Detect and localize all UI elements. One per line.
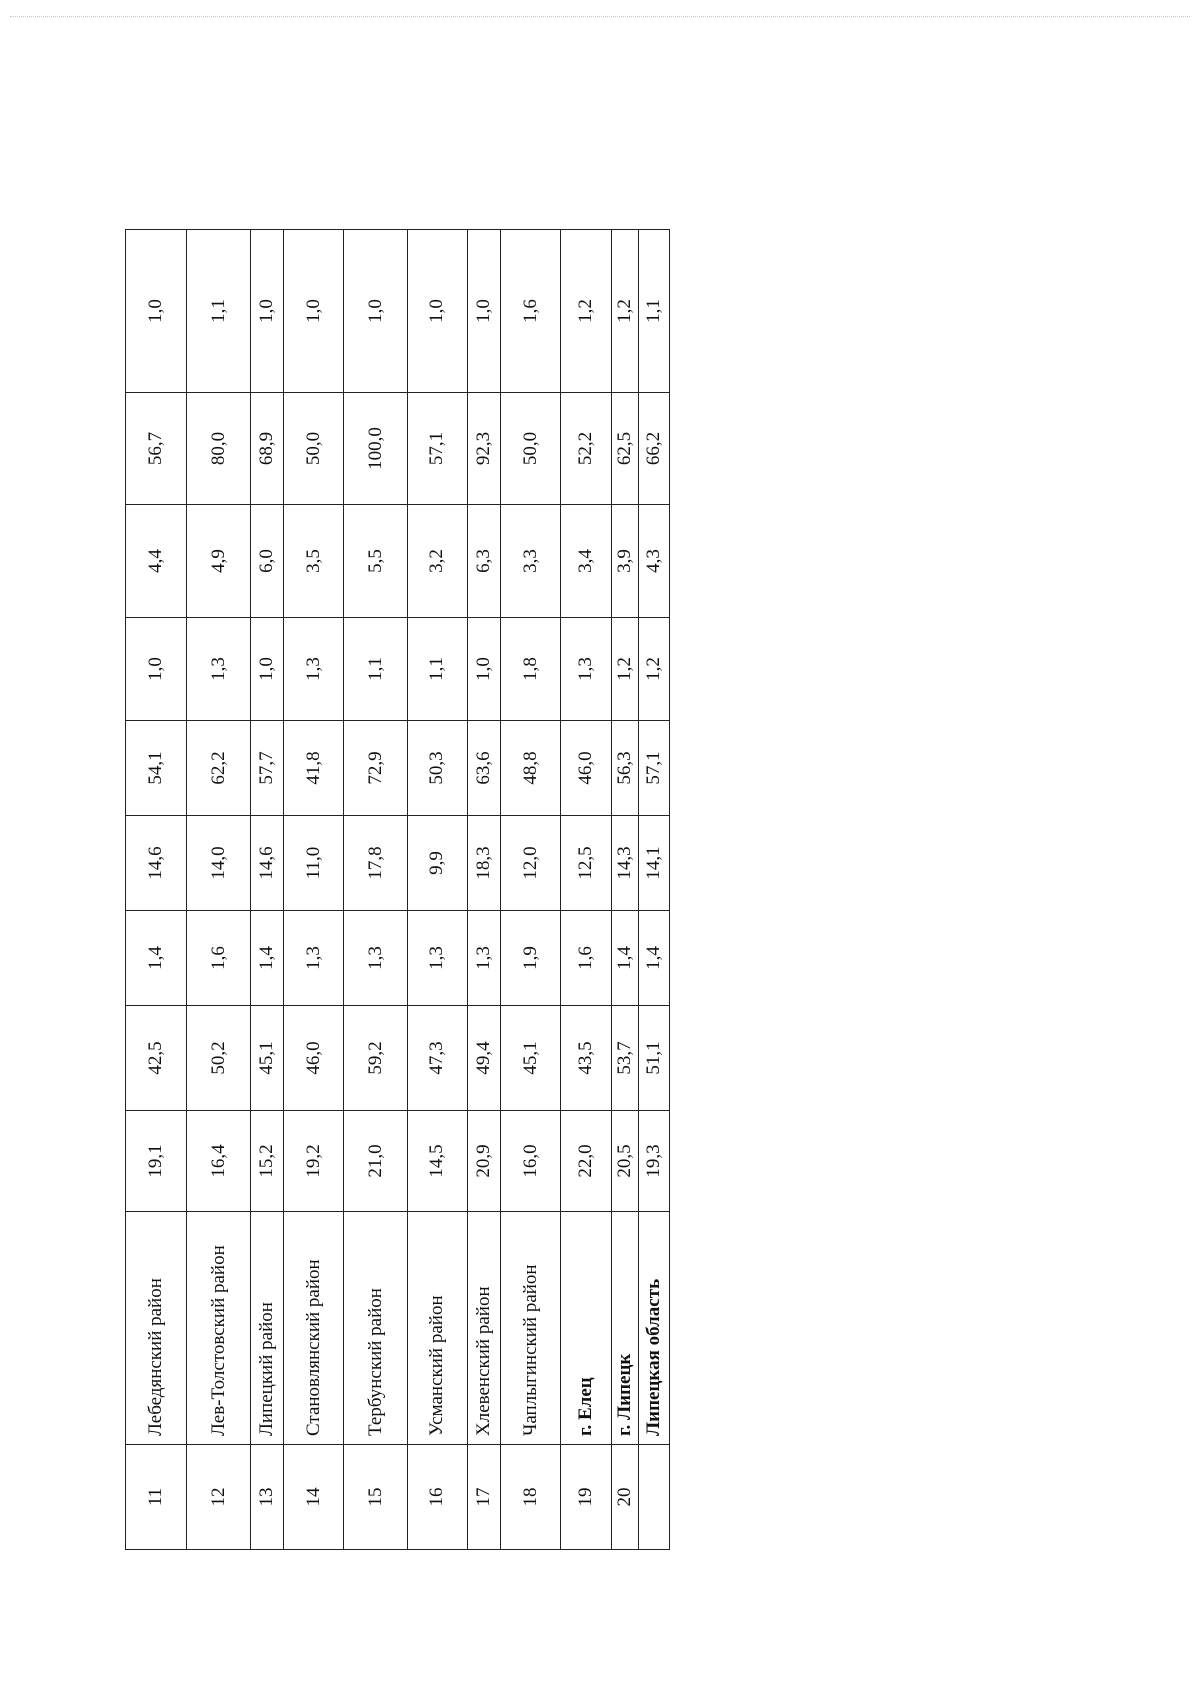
region-name-cell: Хлевенский район [468,1212,501,1445]
value-cell-col-7: 5,5 [344,505,408,618]
value-cell-col-3: 1,3 [344,911,408,1006]
value-cell-col-2: 50,2 [187,1006,251,1111]
value-cell-col-2: 42,5 [126,1006,187,1111]
value-cell-col-1: 19,1 [126,1111,187,1212]
row-number-cell: 11 [126,1445,187,1550]
region-name-cell: Становлянский район [283,1212,343,1445]
row-number-cell: 15 [344,1445,408,1550]
table-row [639,230,670,1550]
value-cell-col-6: 1,3 [187,618,251,721]
value-cell-col-2: 51,1 [639,1006,670,1111]
table-row [468,230,501,1550]
value-cell-col-7: 6,3 [468,505,501,618]
value-cell-col-6: 1,0 [126,618,187,721]
value-cell-col-9: 1,2 [611,230,638,393]
value-cell-col-3: 1,4 [639,911,670,1006]
table-row [561,230,611,1550]
value-cell-col-3: 1,4 [611,911,638,1006]
value-cell-col-7: 4,3 [639,505,670,618]
row-number-cell [639,1445,670,1550]
value-cell-col-6: 1,8 [501,618,561,721]
value-cell-col-4: 14,0 [187,816,251,911]
region-name-cell: Липецкая область [639,1212,670,1445]
value-cell-col-7: 6,0 [251,505,284,618]
table-row [126,230,187,1550]
value-cell-col-2: 43,5 [561,1006,611,1111]
value-cell-col-6: 1,0 [468,618,501,721]
value-cell-col-1: 16,0 [501,1111,561,1212]
value-cell-col-6: 1,2 [639,618,670,721]
value-cell-col-3: 1,4 [126,911,187,1006]
value-cell-col-7: 3,9 [611,505,638,618]
value-cell-col-1: 19,3 [639,1111,670,1212]
value-cell-col-7: 3,5 [283,505,343,618]
value-cell-col-5: 62,2 [187,721,251,816]
value-cell-col-1: 14,5 [407,1111,467,1212]
table-row [501,230,561,1550]
value-cell-col-1: 19,2 [283,1111,343,1212]
value-cell-col-6: 1,1 [344,618,408,721]
row-number-cell: 12 [187,1445,251,1550]
value-cell-col-9: 1,0 [407,230,467,393]
value-cell-col-9: 1,0 [251,230,284,393]
value-cell-col-9: 1,0 [283,230,343,393]
value-cell-col-2: 59,2 [344,1006,408,1111]
value-cell-col-5: 57,1 [639,721,670,816]
region-name-cell: Лев-Толстовский район [187,1212,251,1445]
value-cell-col-8: 80,0 [187,393,251,505]
value-cell-col-9: 1,0 [126,230,187,393]
value-cell-col-5: 54,1 [126,721,187,816]
value-cell-col-3: 1,6 [561,911,611,1006]
table-row [187,230,251,1550]
value-cell-col-4: 9,9 [407,816,467,911]
value-cell-col-1: 20,9 [468,1111,501,1212]
value-cell-col-5: 41,8 [283,721,343,816]
value-cell-col-3: 1,6 [187,911,251,1006]
value-cell-col-1: 20,5 [611,1111,638,1212]
table-row [407,230,467,1550]
value-cell-col-9: 1,6 [501,230,561,393]
row-number-cell: 20 [611,1445,638,1550]
value-cell-col-3: 1,3 [468,911,501,1006]
value-cell-col-2: 53,7 [611,1006,638,1111]
value-cell-col-9: 1,1 [187,230,251,393]
value-cell-col-6: 1,0 [251,618,284,721]
value-cell-col-2: 47,3 [407,1006,467,1111]
value-cell-col-3: 1,3 [407,911,467,1006]
region-name-cell: Чаплыгинский район [501,1212,561,1445]
row-number-cell: 19 [561,1445,611,1550]
table-row [611,230,638,1550]
value-cell-col-8: 57,1 [407,393,467,505]
value-cell-col-7: 4,9 [187,505,251,618]
value-cell-col-4: 14,1 [639,816,670,911]
value-cell-col-9: 1,1 [639,230,670,393]
value-cell-col-4: 18,3 [468,816,501,911]
value-cell-col-6: 1,1 [407,618,467,721]
value-cell-col-4: 11,0 [283,816,343,911]
value-cell-col-2: 46,0 [283,1006,343,1111]
value-cell-col-1: 15,2 [251,1111,284,1212]
value-cell-col-9: 1,2 [561,230,611,393]
value-cell-col-8: 52,2 [561,393,611,505]
table-row [344,230,408,1550]
value-cell-col-8: 68,9 [251,393,284,505]
value-cell-col-9: 1,0 [468,230,501,393]
value-cell-col-4: 12,0 [501,816,561,911]
rotated-table-container [125,230,670,1550]
row-number-cell: 16 [407,1445,467,1550]
value-cell-col-6: 1,2 [611,618,638,721]
row-number-cell: 17 [468,1445,501,1550]
statistics-table [125,229,670,1550]
value-cell-col-7: 4,4 [126,505,187,618]
value-cell-col-8: 50,0 [501,393,561,505]
row-number-cell: 18 [501,1445,561,1550]
region-name-cell: Липецкий район [251,1212,284,1445]
value-cell-col-1: 21,0 [344,1111,408,1212]
value-cell-col-5: 56,3 [611,721,638,816]
value-cell-col-2: 45,1 [501,1006,561,1111]
value-cell-col-2: 45,1 [251,1006,284,1111]
value-cell-col-1: 16,4 [187,1111,251,1212]
row-number-cell: 14 [283,1445,343,1550]
value-cell-col-5: 72,9 [344,721,408,816]
value-cell-col-4: 14,6 [126,816,187,911]
value-cell-col-7: 3,4 [561,505,611,618]
region-name-cell: Тербунский район [344,1212,408,1445]
value-cell-col-8: 66,2 [639,393,670,505]
value-cell-col-4: 14,6 [251,816,284,911]
value-cell-col-7: 3,3 [501,505,561,618]
value-cell-col-5: 46,0 [561,721,611,816]
region-name-cell: г. Липецк [611,1212,638,1445]
region-name-cell: Лебедянский район [126,1212,187,1445]
row-number-cell: 13 [251,1445,284,1550]
value-cell-col-3: 1,9 [501,911,561,1006]
region-name-cell: г. Елец [561,1212,611,1445]
value-cell-col-8: 92,3 [468,393,501,505]
value-cell-col-8: 56,7 [126,393,187,505]
table-row [251,230,284,1550]
scan-edge-line [10,16,1190,17]
value-cell-col-8: 50,0 [283,393,343,505]
region-name-cell: Усманский район [407,1212,467,1445]
value-cell-col-5: 48,8 [501,721,561,816]
table-row [283,230,343,1550]
value-cell-col-5: 57,7 [251,721,284,816]
value-cell-col-1: 22,0 [561,1111,611,1212]
value-cell-col-4: 14,3 [611,816,638,911]
value-cell-col-6: 1,3 [561,618,611,721]
value-cell-col-3: 1,3 [283,911,343,1006]
value-cell-col-5: 63,6 [468,721,501,816]
value-cell-col-3: 1,4 [251,911,284,1006]
value-cell-col-9: 1,0 [344,230,408,393]
value-cell-col-6: 1,3 [283,618,343,721]
value-cell-col-8: 62,5 [611,393,638,505]
value-cell-col-4: 12,5 [561,816,611,911]
value-cell-col-5: 50,3 [407,721,467,816]
value-cell-col-7: 3,2 [407,505,467,618]
value-cell-col-2: 49,4 [468,1006,501,1111]
value-cell-col-4: 17,8 [344,816,408,911]
value-cell-col-8: 100,0 [344,393,408,505]
